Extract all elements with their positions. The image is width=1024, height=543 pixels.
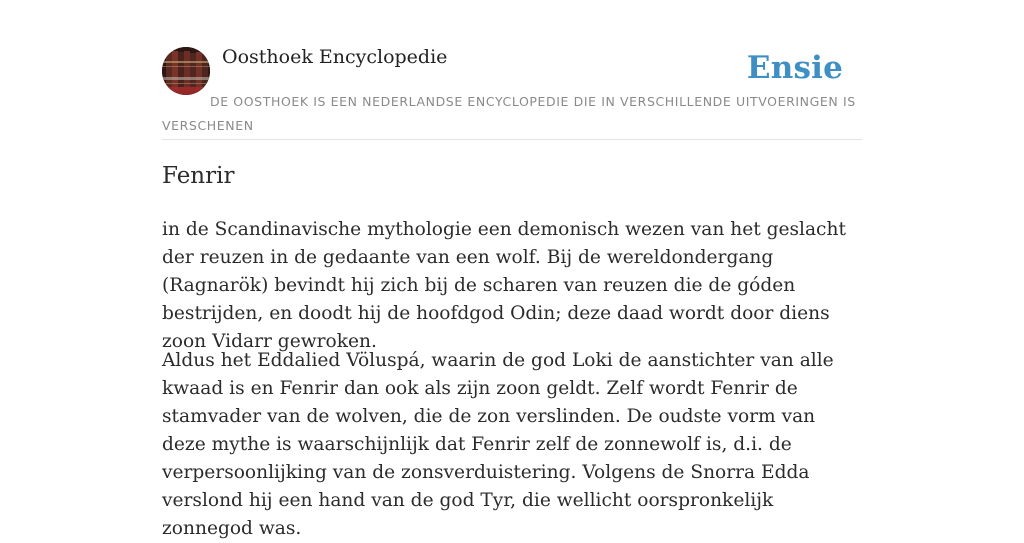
site-tagline: DE OOSTHOEK IS EEN NEDERLANDSE ENCYCLOPEDIE DIE IN VERSCHILLENDE UITVOERINGEN IS VERSCHENEN	[162, 94, 856, 133]
site-title[interactable]: Oosthoek Encyclopedie	[222, 46, 448, 68]
article-paragraph: Aldus het Eddalied Völuspá, waarin de god Loki de aanstichter van alle kwaad is en Fenrir dan ook als zijn zoon geldt. Zelf wordt Fenrir de stamvader van de wolven, die de zon verslinden. De oudste vorm van deze mythe is waarschijnlijk dat Fenrir zelf de zonnewolf is, d.i. de verpersoonlijking van de zonsverduistering. Volgens de Snorra Edda verslond hij een hand van de god Tyr, die wellicht oorspronkelijk zonnegod was.	[162, 350, 834, 539]
page-container	[162, 0, 862, 539]
article-title: Fenrir	[162, 163, 235, 189]
encyclopedia-books-icon[interactable]	[162, 47, 210, 95]
site-header	[162, 0, 862, 140]
brand-logo[interactable]: Ensie	[746, 50, 843, 86]
article-paragraph: in de Scandinavische mythologie een demonisch wezen van het geslacht der reuzen in de gedaante van een wolf. Bij de wereldondergang (Ragnarök) bevindt hij zich bij de scharen van reuzen die de góden bestrijden, en doodt hij de hoofdgod Odin; deze daad wordt door diens zoon Vidarr gewroken.	[162, 219, 846, 352]
